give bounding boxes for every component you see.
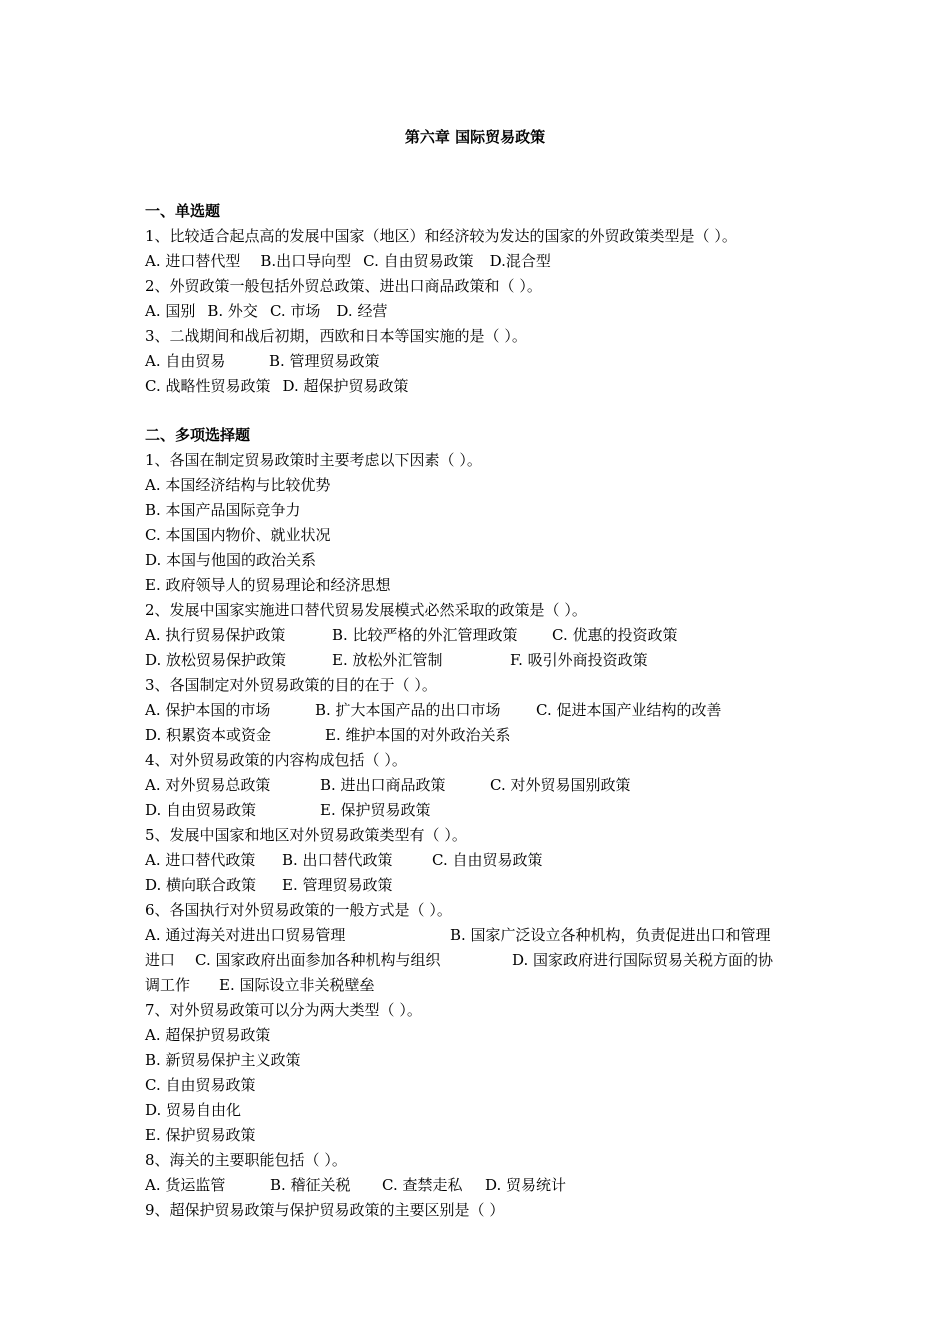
option: C. 促进本国产业结构的改善 bbox=[536, 701, 722, 719]
option: D. 积累资本或资金 bbox=[145, 726, 272, 744]
option-row bbox=[145, 948, 815, 973]
option-row bbox=[145, 249, 815, 274]
question-text: 4、对外贸易政策的内容构成包括（ ）。 bbox=[145, 751, 407, 769]
option: E. 国际设立非关税壁垒 bbox=[219, 976, 375, 994]
option-row bbox=[145, 723, 815, 748]
option-line: C. 本国国内物价、就业状况 bbox=[145, 526, 331, 544]
option: B. 外交 bbox=[207, 302, 258, 320]
option-line: B. 本国产品国际竞争力 bbox=[145, 501, 301, 519]
option-line: E. 政府领导人的贸易理论和经济思想 bbox=[145, 576, 391, 594]
option: A. 货运监管 bbox=[145, 1176, 226, 1194]
option-line: A. 超保护贸易政策 bbox=[145, 1026, 271, 1044]
question-text: 3、二战期间和战后初期，西欧和日本等国实施的是（ ）。 bbox=[145, 327, 527, 345]
option-line: A. 本国经济结构与比较优势 bbox=[145, 476, 331, 494]
question-text: 2、发展中国家实施进口替代贸易发展模式必然采取的政策是（ ）。 bbox=[145, 601, 587, 619]
option: A. 对外贸易总政策 bbox=[145, 776, 271, 794]
question-text: 1、比较适合起点高的发展中国家（地区）和经济较为发达的国家的外贸政策类型是（ ）。 bbox=[145, 227, 737, 245]
section-heading-single-choice: 一、单选题 bbox=[145, 202, 221, 220]
option: B. 进出口商品政策 bbox=[320, 776, 446, 794]
option-line: D. 本国与他国的政治关系 bbox=[145, 551, 317, 569]
option: E. 放松外汇管制 bbox=[332, 651, 443, 669]
option: C. 查禁走私 bbox=[382, 1176, 463, 1194]
option: C. 国家政府出面参加各种机构与组织 bbox=[195, 951, 441, 969]
option: D. 放松贸易保护政策 bbox=[145, 651, 287, 669]
option-row bbox=[145, 299, 815, 324]
option: C. 自由贸易政策 bbox=[363, 252, 474, 270]
option: B. 管理贸易政策 bbox=[269, 352, 380, 370]
question-text: 9、超保护贸易政策与保护贸易政策的主要区别是（ ） bbox=[145, 1201, 505, 1219]
option: E. 保护贸易政策 bbox=[320, 801, 431, 819]
option-line: B. 新贸易保护主义政策 bbox=[145, 1051, 301, 1069]
document-body bbox=[145, 199, 815, 1223]
option: C. 战略性贸易政策 bbox=[145, 377, 271, 395]
option: C. 市场 bbox=[269, 302, 321, 320]
option: D. 贸易统计 bbox=[485, 1176, 567, 1194]
option: A. 自由贸易 bbox=[145, 352, 226, 370]
option: 进口 bbox=[145, 951, 176, 969]
option: 调工作 bbox=[145, 976, 191, 994]
option-line: C. 自由贸易政策 bbox=[145, 1076, 256, 1094]
question-text: 7、对外贸易政策可以分为两大类型（ ）。 bbox=[145, 1001, 422, 1019]
option: A. 通过海关对进出口贸易管理 bbox=[145, 926, 346, 944]
section-heading-multiple-choice: 二、多项选择题 bbox=[145, 426, 251, 444]
option-row bbox=[145, 973, 815, 998]
page-title: 第六章 国际贸易政策 bbox=[404, 128, 546, 146]
option-row bbox=[145, 848, 815, 873]
option-line: D. 贸易自由化 bbox=[145, 1101, 242, 1119]
question-text: 2、外贸政策一般包括外贸总政策、进出口商品政策和（ ）。 bbox=[145, 277, 542, 295]
option: C. 自由贸易政策 bbox=[432, 851, 543, 869]
question-text: 1、各国在制定贸易政策时主要考虑以下因素（ ）。 bbox=[145, 451, 482, 469]
option: C. 对外贸易国别政策 bbox=[490, 776, 631, 794]
option: B. 国家广泛设立各种机构，负责促进出口和管理 bbox=[450, 926, 771, 944]
option-row bbox=[145, 648, 815, 673]
option: D. 自由贸易政策 bbox=[145, 801, 257, 819]
option: B. 出口替代政策 bbox=[282, 851, 393, 869]
question-text: 8、海关的主要职能包括（ ）。 bbox=[145, 1151, 347, 1169]
option: B. 稽征关税 bbox=[270, 1176, 351, 1194]
question-text: 6、各国执行对外贸易政策的一般方式是（ ）。 bbox=[145, 901, 452, 919]
option-row bbox=[145, 698, 815, 723]
option: A. 进口替代型 bbox=[145, 252, 241, 270]
option: A. 执行贸易保护政策 bbox=[145, 626, 286, 644]
option: C. 优惠的投资政策 bbox=[552, 626, 678, 644]
option: B.出口导向型 bbox=[260, 252, 352, 270]
option: A. 国别 bbox=[145, 302, 196, 320]
option: D. 经营 bbox=[336, 302, 388, 320]
option: D. 横向联合政策 bbox=[145, 876, 257, 894]
option-row bbox=[145, 773, 815, 798]
option-row bbox=[145, 623, 815, 648]
option: A. 保护本国的市场 bbox=[145, 701, 271, 719]
option-row bbox=[145, 1173, 815, 1198]
option: E. 维护本国的对外政治关系 bbox=[325, 726, 511, 744]
option-row bbox=[145, 349, 815, 374]
option: D. 超保护贸易政策 bbox=[282, 377, 409, 395]
option: D.混合型 bbox=[489, 252, 551, 270]
question-text: 3、各国制定对外贸易政策的目的在于（ ）。 bbox=[145, 676, 437, 694]
option: F. 吸引外商投资政策 bbox=[510, 651, 648, 669]
question-text: 5、发展中国家和地区对外贸易政策类型有（ ）。 bbox=[145, 826, 467, 844]
option-line: E. 保护贸易政策 bbox=[145, 1126, 256, 1144]
option: A. 进口替代政策 bbox=[145, 851, 256, 869]
option-row bbox=[145, 374, 815, 399]
option: E. 管理贸易政策 bbox=[282, 876, 393, 894]
option-row bbox=[145, 798, 815, 823]
option-row bbox=[145, 923, 815, 948]
option-row bbox=[145, 873, 815, 898]
option: D. 国家政府进行国际贸易关税方面的协 bbox=[512, 951, 774, 969]
option: B. 比较严格的外汇管理政策 bbox=[332, 626, 518, 644]
option: B. 扩大本国产品的出口市场 bbox=[315, 701, 501, 719]
